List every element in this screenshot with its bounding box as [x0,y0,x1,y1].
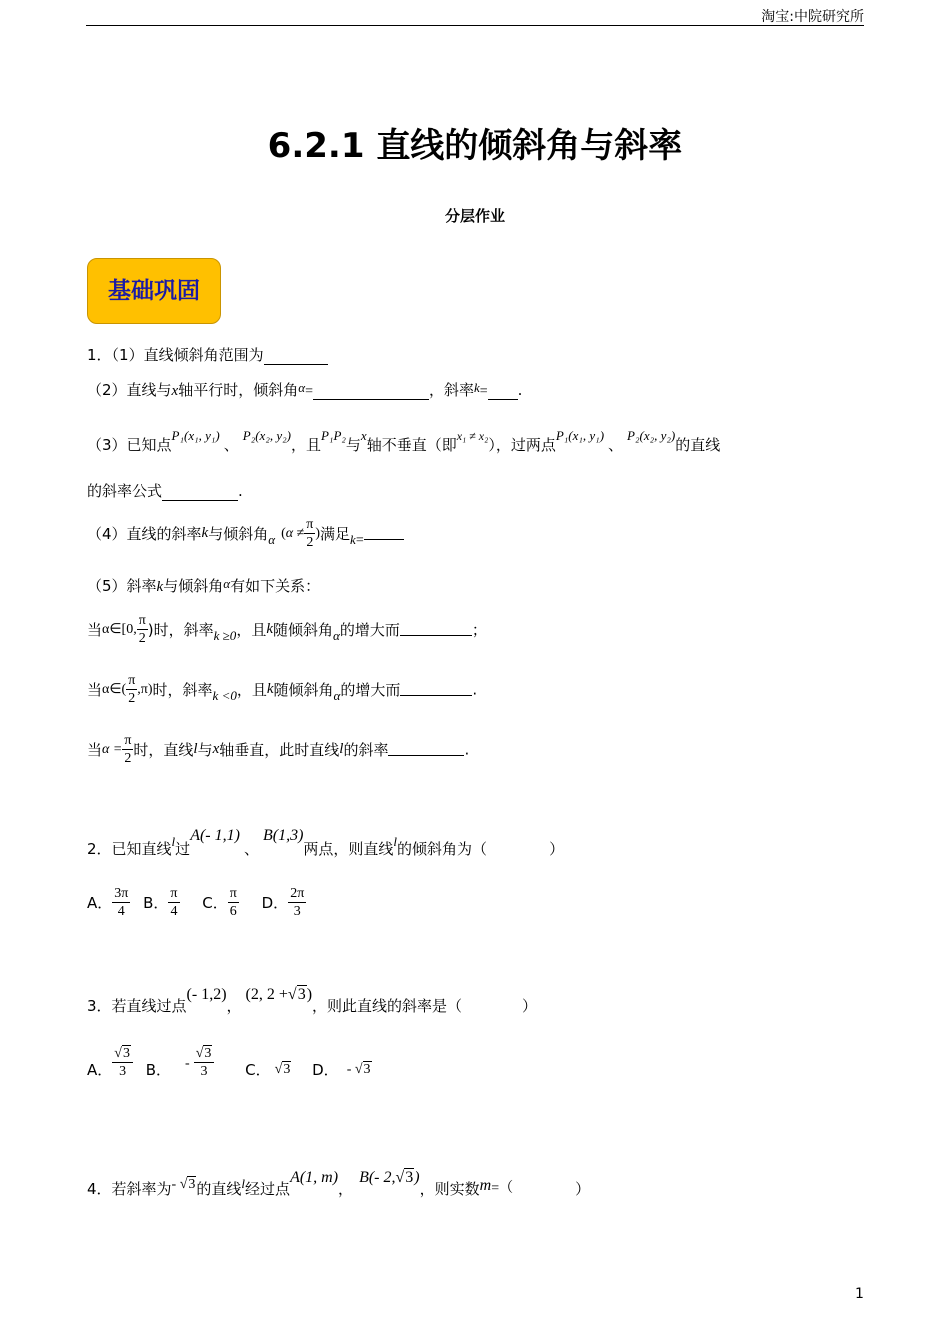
answer-blank[interactable] [388,755,464,756]
fraction-pi-half [122,732,133,767]
sqrt: √3 [395,1169,414,1186]
q1-part3-text-c: 与 [345,436,361,454]
interval-end: ,π) [137,681,153,697]
fraction-pi-half [304,516,315,551]
case2-text-e: 的增大而 [340,681,401,699]
point-b: B(1,3) [262,827,304,844]
var-l: l [393,834,398,849]
q3-option-c[interactable] [245,1053,291,1079]
radicand: 3 [283,1062,291,1077]
q1-part3-text-b: ，且 [290,436,321,454]
var-l: l [193,741,198,757]
q4-stem [87,1168,590,1199]
q1-part5-text-c: 有如下关系： [230,577,321,595]
eq-sign: = [479,384,488,399]
header-rule [86,25,864,26]
fraction-denominator: 3 [194,1062,215,1080]
q2-option-b[interactable] [143,886,179,919]
q1-part4 [87,516,404,551]
radicand: 3 [405,1169,414,1186]
q1-part5 [87,575,320,596]
var-k: k [266,681,274,697]
q1-part2-text-b: 轴平行时，倾斜角 [178,381,299,399]
point-a: A(1, m) [290,1169,339,1186]
fraction-denominator: 3 [112,1062,133,1080]
point-2-open: (2, 2 + [245,986,288,1003]
var-k: k [266,621,273,637]
q1-part2-text-a: （2）直线与 [87,381,172,399]
case2-text-c: ，且 [236,681,267,699]
point-p1: P₁(x₁, y₁) [555,428,605,443]
option-label: D． [261,894,289,912]
point-1: (- 1,2) [186,986,227,1003]
fraction-numerator: π [128,673,136,688]
answer-blank[interactable] [400,635,472,636]
var-m: m [479,1177,492,1194]
cond-x1-neq-x2: x₁ ≠ x₂ [456,429,489,443]
section-badge [87,258,221,324]
var-x: x [360,428,367,443]
q2-options [87,885,306,920]
fraction-numerator: π [170,886,178,901]
q1-part4-text-c: 满足 [320,525,351,543]
cond-k-geq-0: k ≥0 [213,628,237,643]
page-title: 6.2.1 直线的倾斜角与斜率 [267,126,683,166]
var-l: l [339,741,344,757]
answer-blank[interactable] [488,399,518,400]
option-fraction [112,1045,133,1080]
q1-part3-text-d: 轴不垂直（即 [366,436,457,454]
option-fraction [228,885,239,920]
fraction-denominator: 4 [168,902,179,920]
fraction-numerator: π [229,886,237,901]
answer-blank[interactable] [400,695,472,696]
option-label: B． [143,894,169,912]
minus-sign: - [171,1177,177,1192]
option-label: D． [312,1061,339,1079]
case-when: 当 [87,621,103,639]
q2-text-e: ） [549,840,565,858]
var-k: k [350,532,356,547]
fraction-denominator: 2 [126,689,137,707]
point-a: A(- 1,1) [190,827,240,844]
var-k: k [156,579,164,595]
q2-stem [87,826,564,859]
q3-stem [87,985,537,1016]
case2-text-f: . [472,680,478,699]
q2-text-b: 过 [175,840,191,858]
answer-blank[interactable] [313,399,429,400]
q2-option-a[interactable] [87,886,130,919]
option-value: √3 [274,1062,291,1077]
radicand: 3 [297,986,306,1003]
fraction-denominator: 3 [288,902,306,920]
q3-text-a: 3．若直线过点 [87,997,187,1015]
answer-blank[interactable] [364,539,404,540]
q3-option-b[interactable] [145,1046,215,1079]
fraction-numerator: π [138,613,146,628]
q2-text-d: 的倾斜角为（ [397,840,488,858]
radicand: 3 [188,1177,196,1192]
q1-part1 [87,344,328,365]
q1-part5-text-b: 与倾斜角 [163,577,224,595]
q4-text-b: 的直线 [196,1180,242,1198]
q4-comma: ， [338,1180,354,1198]
q1-part1-text: 1．（1）直线倾斜角范围为 [87,346,264,364]
point-b [359,1169,420,1186]
q3-options [87,1045,372,1080]
fraction-pi-half [137,612,148,647]
q1-part3-text-a: （3）已知点 [87,436,172,454]
radicand: 3 [363,1062,371,1077]
option-fraction [194,1045,215,1080]
q4-text-e: =（ [491,1181,514,1196]
q1-part2-text-c: ，斜率 [428,381,474,399]
fraction-numerator: π [306,517,314,532]
q3-option-a[interactable] [87,1046,133,1079]
q1-part2 [87,379,522,400]
q1-part3-text-h: . [238,482,243,500]
fraction-numerator: 2π [290,886,305,901]
point-2-close: ) [306,986,313,1003]
header-shop-label: 淘宝:中院研究所 [761,9,864,25]
var-alpha: α [333,628,340,643]
q1-part3-line2 [87,480,243,501]
q1-part5-text-a: （5）斜率 [87,577,157,595]
answer-blank[interactable] [162,500,238,501]
interval-start: α∈[0, [102,621,137,637]
var-alpha: α [298,380,306,395]
q1-part4-text-a: （4）直线的斜率 [87,525,202,543]
q1-part3-text-e: ），过两点 [488,436,556,454]
option-fraction [168,885,179,920]
point-p2: P₂(x₂, y₂) [627,428,676,443]
fraction-denominator: 2 [304,533,315,551]
radicand: 3 [204,1046,212,1061]
page-number: 1 [855,1286,864,1302]
fraction-denominator: 4 [112,902,130,920]
case3-text-d: 轴垂直，此时直线 [219,741,340,759]
minus-sign: - [185,1056,190,1071]
q4-text-d: ，则实数 [419,1180,480,1198]
point-2 [246,986,312,1003]
option-label: B． [145,1061,172,1079]
option-value [347,1062,372,1077]
fraction-denominator: 6 [228,902,239,920]
fraction-pi-half [126,672,137,707]
q2-option-c[interactable] [202,886,239,919]
q2-text-c: 两点，则直线 [303,840,394,858]
point-b-close: ) [414,1169,420,1186]
page-subtitle: 分层作业 [444,207,505,225]
fraction-denominator: 2 [137,629,148,647]
q1-part3-line1 [87,428,720,455]
sqrt: √3 [287,986,306,1003]
case-when: 当 [87,681,103,699]
q4-text-a: 4．若斜率为 [87,1180,172,1198]
fraction-numerator: π [124,733,132,748]
interval-start: α∈( [102,681,127,697]
q1-case3 [87,732,469,767]
case1-interval [102,613,148,646]
case3-text-c: 与 [197,741,213,759]
case3-text-e: 的斜率 [343,741,389,759]
var-x: x [212,741,220,757]
var-l: l [171,834,176,849]
eq-sign: = [355,533,364,548]
sqrt: √3 [354,1062,371,1077]
fraction-numerator: √3 [195,1046,212,1061]
case1-text-c: ，且 [236,621,267,639]
q4-text-c: 经过点 [245,1180,291,1198]
var-k: k [473,380,480,395]
var-alpha: α [333,688,341,703]
case1-text-e: 的增大而 [339,621,400,639]
segment-p1p2: P₁P₂ [320,428,346,443]
option-fraction [112,885,130,920]
point-p1: P₁(x₁, y₁) [171,428,220,443]
case1-text-b: )时，斜率 [147,621,214,639]
var-l: l [241,1176,246,1191]
case3-text-b: 时，直线 [133,741,194,759]
case2-text-d: 随倾斜角 [273,681,334,699]
var-alpha: α [223,576,231,591]
alpha-equals: α = [102,741,123,757]
case1-text-f: ； [471,621,487,639]
fraction-denominator: 2 [122,749,133,767]
q2-option-d[interactable] [261,886,307,919]
section-badge-label: 基础巩固 [108,278,200,304]
q3-option-d[interactable] [312,1053,371,1079]
var-alpha: α [268,532,276,547]
var-x: x [171,383,179,399]
point-p2: P₂(x₂, y₂) [242,428,291,443]
case2-interval [102,673,153,706]
case3-condition [102,733,133,766]
q3-text-c: ） [522,997,538,1015]
radicand: 3 [122,1046,130,1061]
q4-text-f: ） [575,1180,591,1198]
fraction-numerator: 3π [114,886,129,901]
option-label: C． [202,894,228,912]
case-when: 当 [87,741,103,759]
answer-blank[interactable] [264,364,328,365]
var-alpha: α [285,525,294,541]
q3-text-b: ，则此直线的斜率是（ [312,997,463,1015]
eq-sign: = [305,384,313,399]
q1-case1 [87,612,487,647]
minus-sign: - [346,1062,352,1077]
q1-case2 [87,672,477,707]
option-label: C． [245,1061,271,1079]
slope-value [172,1176,197,1192]
fraction-numerator: √3 [114,1046,130,1061]
condition-alpha-neq-pi-half: (α ≠ $\frac{\pi}{2}$ ) [281,517,321,550]
cond-k-lt-0: k <0 [212,688,237,703]
q1-part3-text-g: 的斜率公式 [87,482,163,500]
option-label: A． [87,1061,113,1079]
case1-text-d: 随倾斜角 [273,621,334,639]
var-k: k [201,525,209,541]
sqrt: √3 [179,1177,196,1192]
q2-text-a: 2．已知直线 [87,840,172,858]
q3-comma: ， [226,997,242,1015]
point-b-open: B(- 2, [359,1169,396,1186]
option-label: A． [87,894,113,912]
q1-part3-text-f: 的直线 [675,436,721,454]
separator: 、 [243,840,259,858]
q1-part4-text-b: 与倾斜角 [208,525,269,543]
q1-part2-text-d: . [517,381,523,399]
separator: 、 [608,436,624,454]
case2-text-b: 时，斜率 [152,681,213,699]
option-fraction [288,885,306,920]
separator: 、 [223,436,239,454]
case3-text-f: . [464,740,470,759]
